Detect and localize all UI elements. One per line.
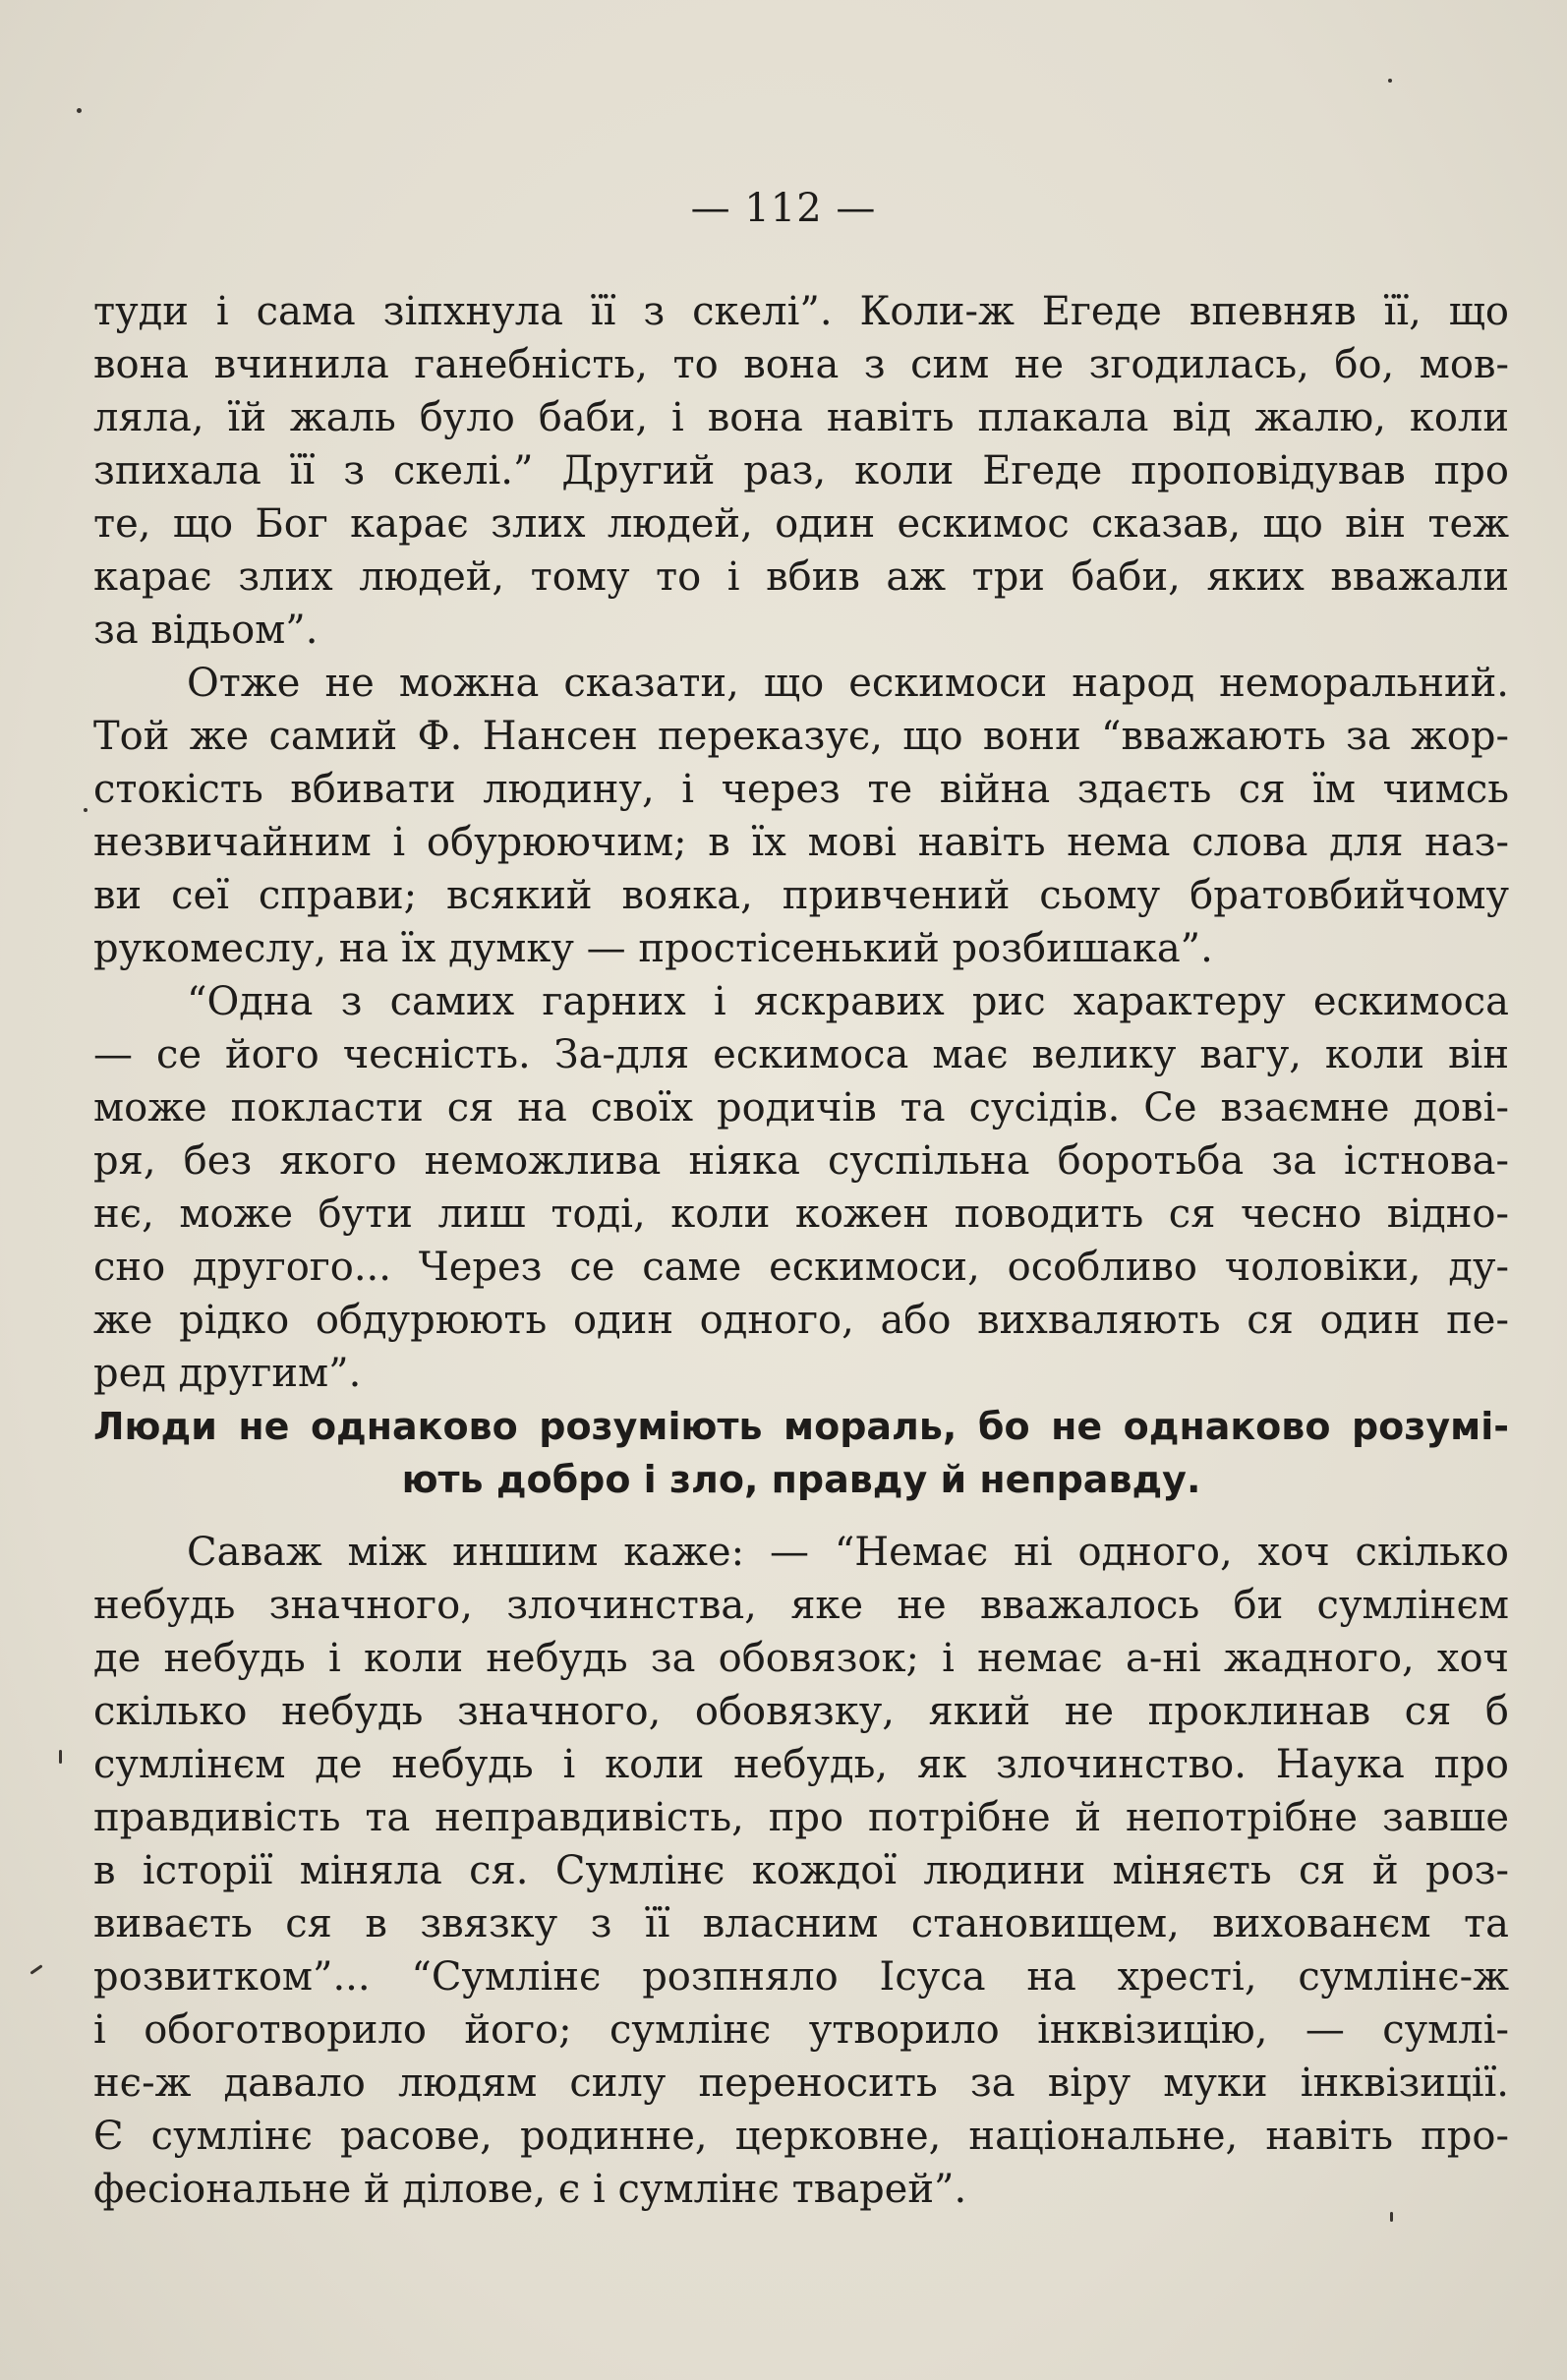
paragraph-line: може покласти ся на своїх родичів та сусідів. Се взаємне дові-	[93, 1085, 1509, 1131]
paragraph-line: же рідко обдурюють один одного, або вихваляють ся один пе-	[93, 1298, 1509, 1343]
paragraph-line: в історії міняла ся. Сумлінє кождої людини міняєть ся й роз-	[93, 1848, 1509, 1893]
paragraph-line: Той же самий Ф. Нансен переказує, що вони “вважають за жор-	[93, 714, 1509, 759]
paper-speck	[59, 1750, 62, 1764]
heading-line: Люди не однаково розуміють мораль, бо не однаково розумі-	[93, 1405, 1509, 1448]
paragraph-line: і обоготворило його; сумлінє утворило інквізицію, — сумлі-	[93, 2007, 1509, 2053]
paragraph-line: незвичайним і обурюючим; в їх мові навіть нема слова для наз-	[93, 820, 1509, 865]
paragraph-line: рукомеслу, на їх думку — простісенький розбишака”.	[93, 926, 1213, 971]
paragraph-line: сумлінєм де небудь і коли небудь, як злочинство. Наука про	[93, 1742, 1509, 1787]
paper-speck	[29, 1964, 42, 1974]
paper-speck	[77, 108, 82, 113]
paragraph-line: сно другого... Через се саме ескимоси, особливо чоловіки, ду-	[93, 1245, 1509, 1290]
paragraph-line: нє, може бути лиш тоді, коли кожен поводить ся чесно відно-	[93, 1191, 1509, 1237]
paragraph-line: “Одна з самих гарних і яскравих рис характеру ескимоса	[187, 979, 1509, 1024]
page-number: — 112 —	[690, 186, 877, 231]
paper-speck	[84, 808, 87, 812]
paragraph-line: карає злих людей, тому то і вбив аж три баби, яких вважали	[93, 554, 1509, 600]
paper-speck	[1388, 79, 1392, 83]
paragraph-line: Є сумлінє расове, родинне, церковне, національне, навіть про-	[93, 2114, 1509, 2159]
heading-line: ють добро і зло, правду й неправду.	[401, 1458, 1201, 1501]
paragraph-line: — се його чесність. За-для ескимоса має велику вагу, коли він	[93, 1032, 1509, 1077]
paragraph-line: Отже не можна сказати, що ескимоси народ неморальний.	[187, 661, 1509, 706]
paragraph-line: нє-ж давало людям силу переносить за віру муки інквізиції.	[93, 2061, 1509, 2106]
paragraph-line: ред другим”.	[93, 1351, 362, 1396]
paragraph-line: зпихала її з скелі.” Другий раз, коли Егеде проповідував про	[93, 448, 1509, 493]
paragraph-line: за відьом”.	[93, 608, 319, 653]
paragraph-line: Саваж між иншим каже: — “Немає ні одного, хоч скілько	[187, 1530, 1509, 1575]
paragraph-1	[93, 285, 1509, 657]
paragraph-line: скілько небудь значного, обовязку, який не проклинав ся б	[93, 1689, 1509, 1734]
section-heading	[93, 1400, 1509, 1506]
paragraph-line: те, що Бог карає злих людей, один ескимос сказав, що він теж	[93, 501, 1509, 547]
paragraph-line: туди і сама зіпхнула її з скелі”. Коли-ж Егеде впевняв її, що	[93, 289, 1509, 334]
paragraph-line: ви сеї справи; всякий вояка, привчений сьому братовбийчому	[93, 873, 1509, 918]
paragraph-2	[93, 657, 1509, 975]
paragraph-line: розвитком”... “Сумлінє розпняло Ісуса на хресті, сумлінє-ж	[93, 1954, 1509, 2000]
paragraph-line: небудь значного, злочинства, яке не вважалось би сумлінєм	[93, 1583, 1509, 1628]
paragraph-line: вона вчинила ганебність, то вона з сим не згодилась, бо, мов-	[93, 342, 1509, 387]
paragraph-line: де небудь і коли небудь за обовязок; і немає а-ні жадного, хоч	[93, 1636, 1509, 1681]
paragraph-line: ря, без якого неможлива ніяка суспільна боротьба за істнова-	[93, 1138, 1509, 1184]
paragraph-4	[93, 1526, 1509, 2216]
paragraph-3	[93, 975, 1509, 1400]
paper-speck	[1390, 2212, 1393, 2222]
paragraph-line: ляла, їй жаль було баби, і вона навіть плакала від жалю, коли	[93, 395, 1509, 440]
paragraph-line: стокість вбивати людину, і через те війна здаєть ся їм чимсь	[93, 767, 1509, 812]
paragraph-line: виваєть ся в звязку з її власним становищем, вихованєм та	[93, 1901, 1509, 1946]
paragraph-line: правдивість та неправдивість, про потрібне й непотрібне завше	[93, 1795, 1509, 1840]
paragraph-line: фесіональне й ділове, є і сумлінє тварей”.	[93, 2167, 967, 2212]
